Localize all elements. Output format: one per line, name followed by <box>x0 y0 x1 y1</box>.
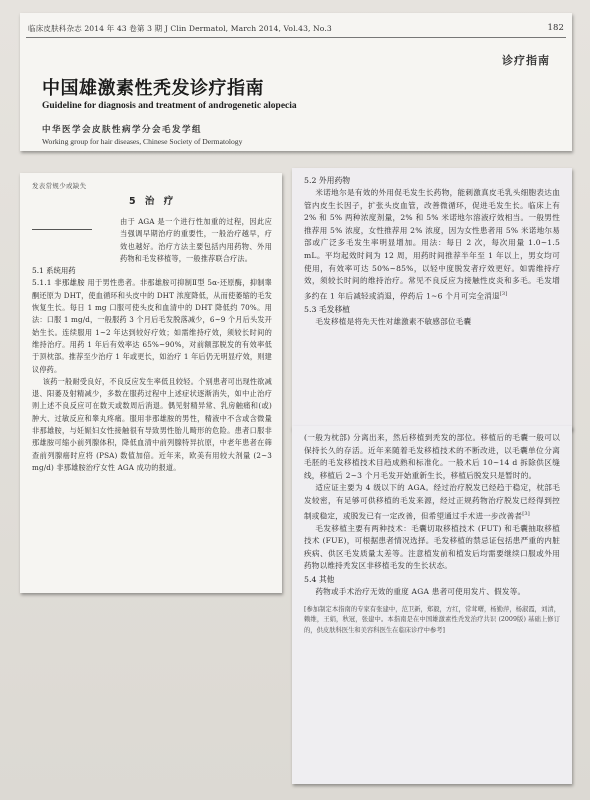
section-5-title: 5 治 疗 <box>129 196 177 207</box>
indication-reference: [3] <box>522 510 530 517</box>
left-text-clipping <box>20 173 282 593</box>
right-bottom-clipping <box>292 426 572 784</box>
right-bottom-column <box>304 432 560 637</box>
article-title-english: Guideline for diagnosis and treatment of androgenetic alopecia <box>42 101 297 111</box>
heading-5-1-1: 5.1.1 非那雄胺 <box>32 278 85 288</box>
indication-text: 适应证主要为 4 级以下的 AGA。经过治疗脱发已经趋于稳定，枕部毛发较密，有足够可供移植的毛发来源，经过正规药物治疗脱发已经得到控制或稳定，或脱发已有一定改善，但希望通过手术进一步改善者 <box>304 483 560 521</box>
expert-note: [参加制定本指南的专家有张建中，范卫新，郑毅，方红，常茸曙，杨勤萍，杨淑霞，刘清，赖维，王娟，秋冠，张建中。本指南是在中国雄激素性秃发治疗共识 (2009版) 基础上修订的，供皮肤科医生和美容科医生在临床诊疗中参考] <box>304 605 560 635</box>
journal-info: 临床皮肤科杂志 2014 年 43 卷第 3 期 J Clin Dermatol, March 2014, Vol.43, No.3 <box>28 24 332 33</box>
indication-paragraph <box>304 482 560 522</box>
page-number: 182 <box>547 23 564 33</box>
heading-5-3: 5.3 毛发移植 <box>304 304 351 314</box>
author-chinese: 中华医学会皮肤性病学分会毛发学组 <box>42 125 203 135</box>
heading-5-1: 5.1 系统用药 <box>32 266 76 276</box>
author-english: Working group for hair diseases, Chinese Society of Dermatology <box>42 137 243 146</box>
running-header <box>28 23 564 34</box>
other-paragraph: 药物或手术治疗无效的重度 AGA 患者可使用发片、假发等。 <box>315 587 526 597</box>
minoxidil-text: 米诺地尔是有效的外用促毛发生长药物，能刺激真皮毛乳头细胞表达血管内皮生长因子，扩张头皮血管，改善微循环，促进毛发生长。临床上有 2% 和 5% 两种浓度剂量，2% 和 5% 米诺地尔溶液疗效相当。一般男性推荐用 5% 浓度，女性推荐用 2% 浓度，因为女性患者用 5% 米诺地尔易部或广泛多毛发生率明显增加。用法：每日 2 次，每次用量 1.0~1.5 mL。平均起效时间为 12 周，用药时间推荐半年至 1 年以上，男女均可使用，有效率可达 50%~85%，以轻中度脱发者疗效更好。如需维持疗效，须较长时间的维持治疗。常见不良反应为接触性皮炎和多毛。毛发增多约在 1 年后减轻或消退，停药后 1~6 个月可完全消退 <box>304 188 560 301</box>
minoxidil-paragraph <box>304 187 560 303</box>
intro-paragraph: 由于 AGA 是一个进行性加重的过程，因此应当强调早期治疗的重要性，一般治疗越早，疗效也越好。治疗方法主要包括内用药物、外用药物和毛发移植等，一般推荐联合疗法。 <box>120 217 272 263</box>
column-tag: 诊疗指南 <box>502 54 550 67</box>
header-clipping <box>20 13 572 151</box>
right-top-clipping <box>292 168 572 430</box>
left-body <box>32 216 272 474</box>
header-rule <box>26 37 566 38</box>
heading-5-4: 5.4 其他 <box>304 575 335 585</box>
left-column <box>32 181 273 472</box>
heading-5-2: 5.2 外用药物 <box>304 176 351 185</box>
keyword-tag: 发表常规少或缺失 <box>32 182 87 190</box>
technique-paragraph: 毛发移植主要有两种技术：毛囊切取移植技术 (FUT) 和毛囊抽取移植技术 (FUE)，可根据患者情况选择。毛发移植的禁忌证包括患严重的内脏疾病、供区毛发质量太差等。注意植发前和植发后均需要继续口服或外用药物以维持秃发区非移植毛发的生长状态。 <box>304 523 560 571</box>
article-title-chinese: 中国雄激素性秃发诊疗指南 <box>42 78 264 99</box>
finasteride-paragraph: 用于男性患者。非那雄胺可抑制Ⅱ型 5α-还原酶，抑制睾酮还原为 DHT，使血循环和头皮中的 DHT 浓度降低，从而使萎缩的毛发恢复生长。每日 1 mg 口服可使头皮和血清中的 DHT 降低约 70%。用法：口服 1 mg/d，一般服药 3 个月后毛发脱落减少，6~9 个月后头发开始生长。连续服用 1~2 年达到较好疗效；如需维持疗效，须较长时间的维持治疗。用药 1 年后有效率达 65%~90%，对前额部脱发的有效率低于顶枕部。推荐至少治疗 1 年或更长，如治疗 1 年后仍无明显疗效，则建议停药。 <box>32 278 273 374</box>
transplant-intro-paragraph: 毛发移植是将先天性对雄激素不敏感部位毛囊 <box>315 316 472 326</box>
minoxidil-reference: [3] <box>499 290 508 297</box>
safety-paragraph: 该药一般耐受良好，不良反应发生率低且较轻。个别患者可出现性欲减退、阳萎及射精减少，多数在服药过程中上述症状逐渐消失，如中止治疗则上述不良反应可在数天或数周后消退。偶见射精异常、乳房触痛和(或)肿大、过敏反应和睾丸疼痛。服用非那雄胺的男性，精液中不含或含微量非那雄胺，与妊娠妇女性接触很有导致男性胎儿畸形的危险。患者口服非那雄胺可缩小前列腺体积，降低血清中前列腺特异抗原，中老年患者在筛查前列腺癌时应将 (PSA) 数值加倍。近年来，欧美有用较大剂量 (2~3 mg/d) 非那雄胺治疗女性 AGA 成功的报道。 <box>32 376 272 472</box>
right-top-column <box>304 174 560 328</box>
transplant-continued-paragraph: (一般为枕部) 分离出来，然后移植到秃发的部位。移植后的毛囊一般可以保持长久的存活。近年来随着毛发移植技术的不断改进，以毛囊单位分离毛胚的毛发移植技术目趋成熟和标准化。一般术后 10~14 d 拆除供区缝线，移植后 2~3 个月毛发开始重新生长，移植后脱发只是暂时的。 <box>304 433 560 480</box>
